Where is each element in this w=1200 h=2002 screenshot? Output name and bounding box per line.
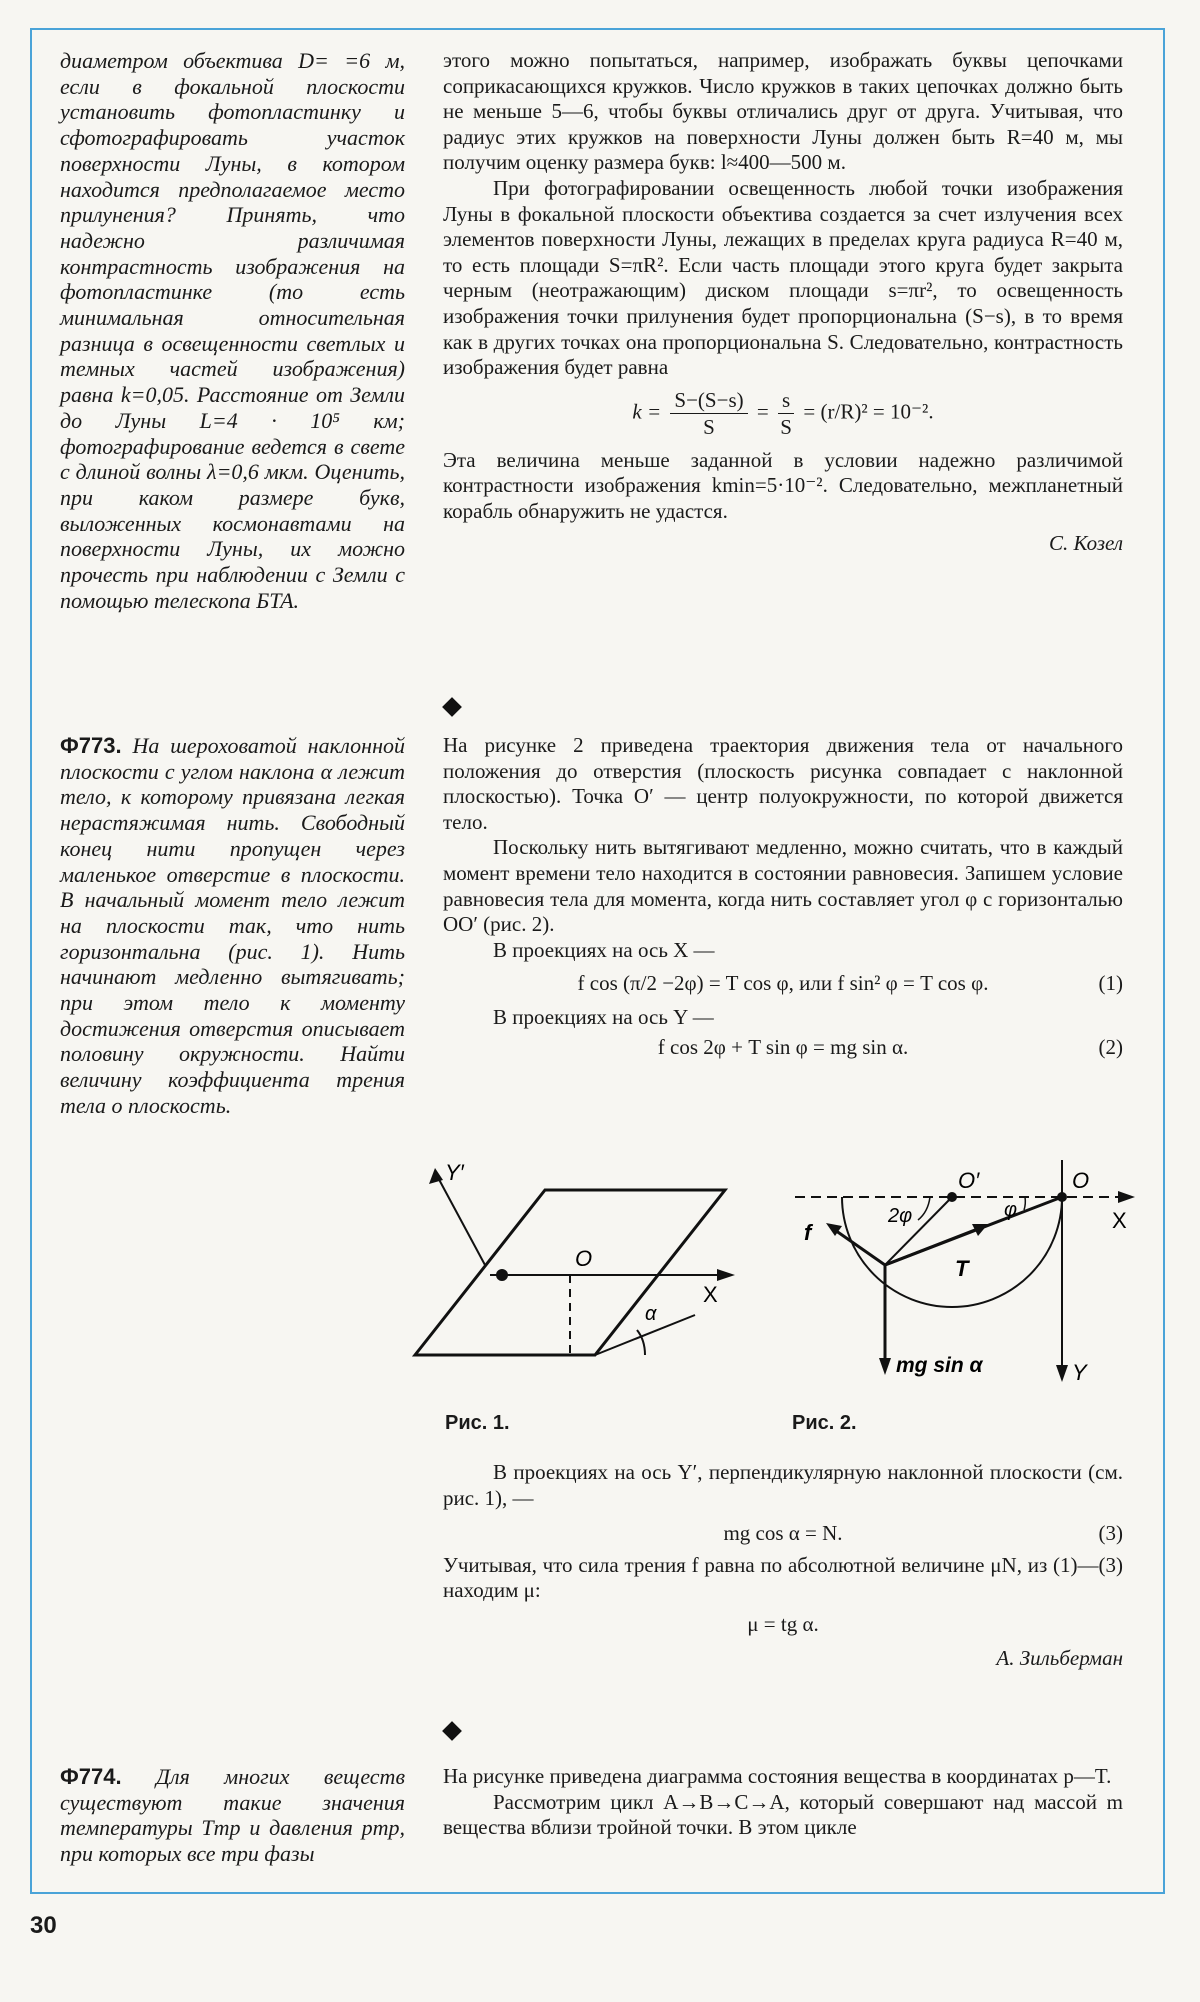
problem-f774 <box>60 1764 405 1867</box>
figure-2 <box>790 1160 1140 1385</box>
figure-1 <box>405 1150 735 1380</box>
eq-body: f cos (π/2 −2φ) = T cos φ, или f sin² φ = T cos φ. <box>577 971 989 996</box>
paragraph: На рисунке приведена диаграмма состояния вещества в координатах p—T. <box>443 1764 1112 1788</box>
label-f: f <box>804 1220 812 1245</box>
solution-f773 <box>443 733 1123 1064</box>
paragraph: В проекциях на ось X — <box>493 937 715 962</box>
fraction <box>778 387 794 440</box>
problem-number: Ф773. <box>60 733 122 758</box>
page-number: 30 <box>30 1912 57 1939</box>
solution-f773-continued <box>443 1460 1123 1671</box>
eq-number: (1) <box>1098 971 1123 996</box>
label-y: Y <box>1072 1360 1087 1385</box>
x-arrowhead <box>717 1269 735 1281</box>
equation-2 <box>443 1035 1123 1061</box>
paragraph: этого можно попытаться, например, изображать буквы цепочками соприкасающихся кружков. Число кружков в таких цепочках должно быть не меньше 5—6, чтобы буквы отличались друг от друга. Учитывая, что радиус этих кружков на поверхности Луны должен быть R=40 м, мы получим оценку размера букв: l≈400—500 м. <box>443 48 1123 175</box>
paragraph: Учитывая, что сила трения f равна по абсолютной величине μN, из (1)—(3) находим μ: <box>443 1552 1123 1603</box>
angle-phi-arc <box>1024 1197 1025 1210</box>
author-signature: А. Зильберман <box>996 1645 1123 1670</box>
equation-contrast: k = $\frac{S-(S-s)}{S}$ = $\frac{s}{S}$ = (r/R)² = 10⁻². <box>632 387 934 439</box>
paragraph: При фотографировании освещенность любой точки изображения Луны в фокальной плоскости объектива создается за счет излучения всех элементов поверхности Луны, лежащих в пределах круга радиуса R=40 м, то есть площади S=πR². Если часть площади этого круга будет закрыта черным (неотражающим) диском площади s=πr², то освещенность изображения точки прилунения будет пропорциональна (S−s), в то время как в других точках она пропорциональна S. Следовательно, контрастность изображения будет равна <box>443 175 1123 380</box>
solution-f774 <box>443 1764 1123 1841</box>
y-prime-axis <box>435 1172 485 1265</box>
label-y-prime: Y′ <box>445 1160 464 1185</box>
semicircle-trajectory <box>842 1197 1062 1307</box>
paragraph: Поскольку нить вытягивают медленно, можно считать, что в каждый момент времени тело находится в состоянии равновесия. Запишем условие равновесия тела для момента, когда нить составляет угол φ с горизонталью OO′ (рис. 2). <box>443 835 1123 937</box>
paragraph: Рассмотрим цикл A→B→C→A, который совершают над массой m вещества вблизи тройной точки. В этом цикле <box>443 1789 1123 1840</box>
paragraph: В проекциях на ось Y — <box>493 1004 714 1029</box>
eq-body: mg cos α = N. <box>723 1521 843 1546</box>
inclined-plane <box>415 1190 725 1355</box>
label-phi: φ <box>1004 1199 1018 1221</box>
author-signature: С. Козел <box>1048 530 1123 555</box>
problem-text: На шероховатой наклонной плоскости с углом наклона α лежит тело, к которому привязана легкая нерастяжимая нить. Свободный конец нити пропущен через маленькое отверстие в плоскости. В начальный момент тело лежит на плоскости так, что нить горизонтальна (рис. 1). Нить начинают медленно вытягивать; при этом тело к моменту достижения отверстия описывает половину окружности. Найти величину коэффициента трения тела о плоскость. <box>60 733 405 1118</box>
label-o: O <box>1072 1168 1090 1193</box>
equation-3 <box>443 1521 1123 1547</box>
body-dot <box>496 1269 508 1281</box>
paragraph: В проекциях на ось Y′, перпендикулярную наклонной плоскости (см. рис. 1), — <box>443 1460 1123 1510</box>
label-o: O <box>575 1246 593 1271</box>
label-o-prime: O′ <box>958 1168 980 1193</box>
label-mg: mg sin α <box>896 1354 983 1377</box>
force-f <box>832 1228 885 1265</box>
caption-fig-1: Рис. 1. <box>445 1412 510 1434</box>
force-mg-arrowhead <box>879 1358 891 1375</box>
equation-1 <box>443 971 1123 997</box>
caption-fig-2: Рис. 2. <box>792 1412 857 1434</box>
angle-2phi-arc <box>918 1197 930 1220</box>
numerator: s <box>778 387 794 414</box>
denominator: S <box>780 414 792 439</box>
paragraph: Эта величина меньше заданной в условии надежно различимой контрастности изображения kmin=5·10⁻². Следовательно, межпланетный корабль обнаружить не удастся. <box>443 447 1123 523</box>
denominator: S <box>703 414 715 439</box>
eq-rhs: = (r/R)² = 10⁻². <box>803 399 934 424</box>
problem-text: Для многих веществ существуют такие значения температуры Tтр и давления pтр, при которых все три фазы <box>60 1764 405 1867</box>
paragraph: На рисунке 2 приведена траектория движения тела от начального положения до отверстия (плоскость рисунка совпадает с наклонной плоскостью). Точка O′ — центр полуокружности, по которой движется тело. <box>443 733 1123 834</box>
fraction <box>670 387 747 440</box>
label-x: X <box>703 1282 718 1307</box>
eq-number: (2) <box>1098 1034 1123 1059</box>
solution-block-1 <box>443 48 1123 556</box>
label-2phi: 2φ <box>888 1205 913 1227</box>
problem-number: Ф774. <box>60 1764 122 1789</box>
eq-body: f cos 2φ + T sin φ = mg sin α. <box>657 1034 909 1059</box>
numerator: S−(S−s) <box>670 387 747 414</box>
left-problem-text-continued: диаметром объектива D= =6 м, если в фокальной плоскости установить фотопластинку и сфотографировать участок поверхности Луны, в котором находится предполагаемое место прилунения? Принять, что надежно различимая контрастность изображения на фотопластинке (то есть минимальная относительная разница в освещенности светлых и темных частей изображения) равна k=0,05. Расстояние от Земли до Луны L=4 · 10⁵ км; фотографирование ведется в свете с длиной волны λ=0,6 мкм. Оценить, при каком размере букв, выложенных космонавтами на поверхности Луны, их можно прочесть при наблюдении с Земли с помощью телескопа БТА. <box>60 48 405 613</box>
eq-number: (3) <box>1098 1521 1123 1546</box>
label-alpha: α <box>645 1303 657 1325</box>
label-x: X <box>1112 1208 1127 1233</box>
alpha-arc <box>637 1330 645 1355</box>
x-arrowhead <box>1118 1191 1135 1203</box>
eq-lhs: k = <box>632 399 662 424</box>
label-t: T <box>955 1256 969 1281</box>
y-arrowhead <box>1056 1365 1068 1382</box>
equation-4: μ = tg α. <box>747 1611 819 1636</box>
problem-f773 <box>60 733 405 1119</box>
